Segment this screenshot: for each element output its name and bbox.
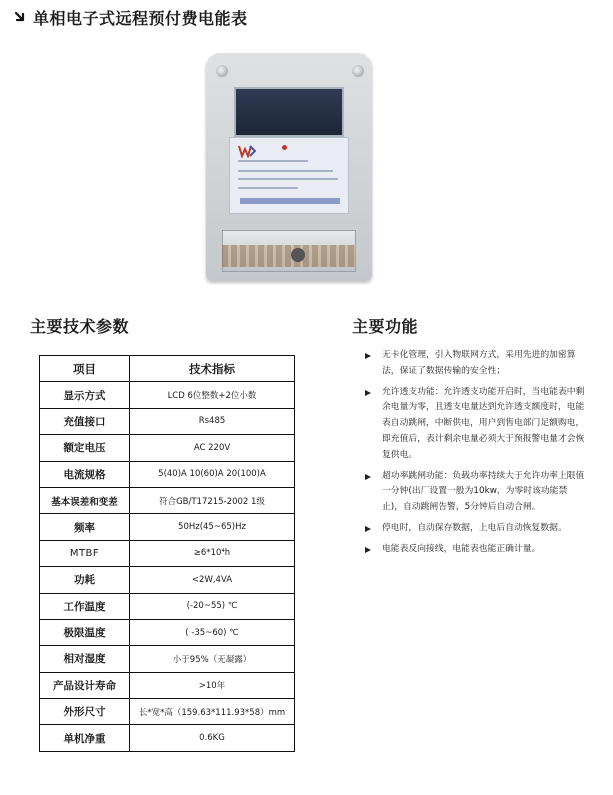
functions-heading: 主要功能: [352, 317, 419, 336]
page-title: 单相电子式远程预付费电能表: [33, 8, 248, 28]
row-spec: 50Hz(45~65)Hz: [130, 514, 295, 540]
spec-table: [39, 355, 295, 752]
row-item: 额定电压: [40, 435, 130, 461]
table-row: [40, 487, 295, 513]
plate-text-line: [238, 170, 333, 172]
row-spec: 5(40)A 10(60)A 20(100)A: [130, 461, 295, 487]
arrow-down-right-icon: [13, 10, 27, 24]
table-row: [40, 408, 295, 434]
list-item: [362, 542, 587, 558]
screw-icon: [352, 65, 364, 77]
row-item: 功耗: [40, 567, 130, 593]
meter-lcd: [234, 87, 344, 137]
row-item: 显示方式: [40, 382, 130, 408]
table-row: [40, 382, 295, 408]
header-item: 项目: [40, 356, 130, 382]
table-row: [40, 514, 295, 540]
meter-nameplate: [229, 137, 349, 214]
row-item: MTBF: [40, 540, 130, 566]
row-spec: <2W,4VA: [130, 567, 295, 593]
row-spec: (-20~55) ℃: [130, 593, 295, 619]
table-row: [40, 725, 295, 751]
brand-logo-icon: [238, 144, 256, 158]
seal-icon: [291, 248, 305, 262]
row-spec: >10年: [130, 672, 295, 698]
table-row: [40, 593, 295, 619]
function-list: [362, 348, 587, 563]
row-item: 相对湿度: [40, 646, 130, 672]
pulse-led-icon: [282, 145, 287, 150]
title-row: [13, 6, 248, 28]
plate-company-line: [240, 198, 340, 204]
table-header-row: [40, 356, 295, 382]
table-row: [40, 646, 295, 672]
row-spec: Rs485: [130, 408, 295, 434]
list-item: [362, 348, 587, 380]
row-item: 极限温度: [40, 619, 130, 645]
list-item: [362, 385, 587, 464]
function-text: 超功率跳闸功能：负载功率持续大于允许功率上限值一分钟(出厂设置一般为10kw，为零时该功能禁止)，自动跳闸告警，5分钟后自动合闸。: [382, 470, 585, 513]
triangle-bullet-icon: [364, 352, 372, 360]
row-item: 工作温度: [40, 593, 130, 619]
row-item: 频率: [40, 514, 130, 540]
table-row: [40, 567, 295, 593]
table-row: [40, 619, 295, 645]
plate-text-line: [238, 187, 298, 189]
row-item: 充值接口: [40, 408, 130, 434]
triangle-bullet-icon: [364, 389, 372, 397]
row-spec: ≥6*10⁴h: [130, 540, 295, 566]
header-spec: 技术指标: [130, 356, 295, 382]
terminal-block: [222, 245, 356, 267]
row-spec: AC 220V: [130, 435, 295, 461]
row-spec: ( -35~60) ℃: [130, 619, 295, 645]
table-row: [40, 540, 295, 566]
table-row: [40, 699, 295, 725]
params-heading: 主要技术参数: [30, 317, 130, 336]
function-text: 停电时，自动保存数据，上电后自动恢复数据。: [382, 522, 567, 533]
row-spec: LCD 6位整数+2位小数: [130, 382, 295, 408]
table-row: [40, 461, 295, 487]
product-image: [196, 45, 382, 283]
row-spec: 0.6KG: [130, 725, 295, 751]
table-row: [40, 672, 295, 698]
row-item: 外形尺寸: [40, 699, 130, 725]
function-text: 无卡化管理，引入物联网方式，采用先进的加密算法，保证了数据传输的安全性；: [382, 350, 576, 376]
row-item: 电流规格: [40, 461, 130, 487]
plate-text-line: [238, 178, 338, 180]
row-spec: 小于95%（无凝露）: [130, 646, 295, 672]
list-item: [362, 521, 587, 537]
plate-text-line: [238, 160, 308, 162]
screw-icon: [216, 65, 228, 77]
function-text: 电能表反向接线，电能表也能正确计量。: [382, 543, 541, 554]
triangle-bullet-icon: [364, 546, 372, 554]
triangle-bullet-icon: [364, 525, 372, 533]
row-item: 产品设计寿命: [40, 672, 130, 698]
triangle-bullet-icon: [364, 473, 372, 481]
row-spec: 长*宽*高（159.63*111.93*58）mm: [130, 699, 295, 725]
list-item: [362, 469, 587, 516]
row-spec: 符合GB/T17215-2002 1级: [130, 487, 295, 513]
row-item: 单机净重: [40, 725, 130, 751]
table-row: [40, 435, 295, 461]
function-text: 允许透支功能：允许透支功能开启时，当电能表中剩余电量为零，且透支电量达到允许透支额度时，电能表自动跳闸，中断供电，用户到售电部门足额购电，即充值后，表计剩余电量必须大于预报警电量才会恢复供电。: [382, 386, 585, 460]
row-item: 基本误差和变差: [40, 487, 130, 513]
